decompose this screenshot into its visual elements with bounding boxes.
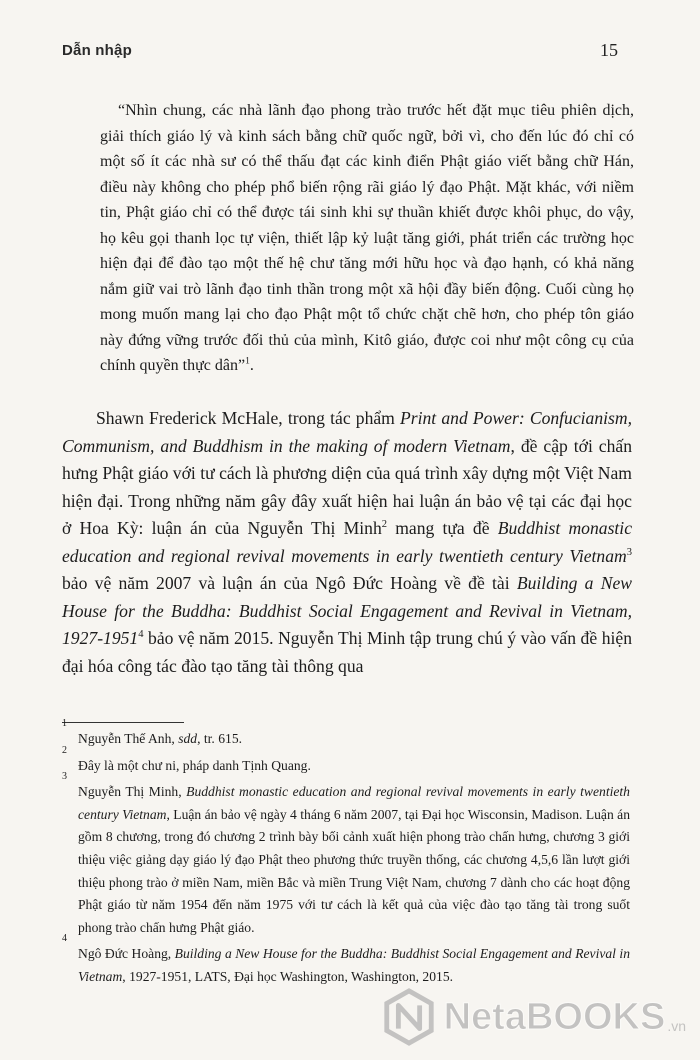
page-number: 15 (600, 40, 618, 60)
section-title: Dẫn nhập (62, 42, 132, 59)
footnote-text: , 1927-1951, LATS, Đại học Washington, Washington, 2015. (122, 968, 454, 984)
paragraph-text: mang tựa đề (387, 518, 498, 538)
running-header (62, 40, 618, 64)
footnote-3: 3 Nguyễn Thị Minh, Buddhist monastic education and regional revival movements in early twentieth century Vietnam, Luận án bảo vệ ngày 4 tháng 6 năm 2007, tại Đại học Wisconsin, Madison. Luận án gồm 8 chương, trong đó chương 2 trình bày bối cảnh xuất hiện phong trào chấn hưng, chương 3 giới thiệu việc giảng dạy giáo lý đạo Phật theo phương thức truyền thống, các chương 4,5,6 lần lượt giới thiệu phong trào ở miền Nam, miền Bắc và miền Trung Việt Nam, chương 7 dành cho các hoạt động Phật giáo từ năm 1954 đến năm 1975 với tư cách là kết quả của việc đào tạo tăng tài trong suốt phong trào chấn hưng Phật giáo. (62, 771, 630, 935)
quote-text: “Nhìn chung, các nhà lãnh đạo phong trào trước hết đặt mục tiêu phiên dịch, giải thích giáo lý và kinh sách bằng chữ quốc ngữ, bởi vì, cho đến lúc đó chỉ có một số ít các nhà sư có thể thấu đạt các kinh điển Phật giáo viết bằng chữ Hán, điều này không cho phép phổ biến rộng rãi giáo lý đạo Phật. Mặt khác, với niềm tin, Phật giáo chỉ có thể được tái sinh khi sự thuần khiết được khôi phục, do vậy, họ kêu gọi thanh lọc tự viện, thiết lập kỷ luật tăng giới, phát triển các trường học hiện đại để đào tạo một thế hệ chư tăng mới hữu học và đạo hạnh, có khả năng nắm giữ vai trò lãnh đạo tinh thần trong một xã hội đầy biến động. Cuối cùng họ mong muốn mang lại cho đạo Phật một tổ chức chặt chẽ hơn, cho phép tôn giáo này đứng vững trước đối thủ của mình, Kitô giáo, được coi như một công cụ của chính quyền thực dân” (100, 102, 634, 374)
block-quote: “Nhìn chung, các nhà lãnh đạo phong trào trước hết đặt mục tiêu phiên dịch, giải thích giáo lý và kinh sách bằng chữ quốc ngữ, bởi vì, cho đến lúc đó chỉ có một số ít các nhà sư có thể thấu đạt các kinh điển Phật giáo viết bằng chữ Hán, điều này không cho phép phổ biến rộng rãi giáo lý đạo Phật. Mặt khác, với niềm tin, Phật giáo chỉ có thể được tái sinh khi sự thuần khiết được khôi phục, do vậy, họ kêu gọi thanh lọc tự viện, thiết lập kỷ luật tăng giới, phát triển các trường học hiện đại để đào tạo một thế hệ chư tăng mới hữu học và đạo hạnh, có khả năng nắm giữ vai trò lãnh đạo tinh thần trong một xã hội đầy biến động. Cuối cùng họ mong muốn mang lại cho đạo Phật một tổ chức chặt chẽ hơn, cho phép tôn giáo này đứng vững trước đối thủ của mình, Kitô giáo, được coi như một công cụ của chính quyền thực dân”$^1$. (100, 102, 634, 374)
footnote-italic: Buddhist monastic education and regional revival movements in early twentieth century Vietnam (78, 784, 630, 822)
netabooks-logo-icon (380, 988, 438, 1046)
footnote-2: 2 Đây là một chư ni, pháp danh Tịnh Quang. (62, 744, 311, 773)
footnote-1: 1 Nguyễn Thế Anh, sdd, tr. 615. (62, 718, 243, 746)
watermark-suffix: .vn (667, 1018, 686, 1034)
book-title: Print and Power: Confucianism, Communism, and Buddhism in the making of modern Vietnam (62, 408, 632, 456)
netabooks-watermark (380, 988, 686, 1046)
watermark-brand: NetaBOOKS (443, 995, 666, 1038)
paragraph-text: , đề cập tới chấn hưng Phật giáo với tư cách là phương diện của quá trình xây dựng một Việt Nam hiện đại. Trong những năm gây đây xuất hiện hai luận án bảo vệ tại các đại học ở Hoa Kỳ: luận án của Nguyễn Thị Minh (62, 435, 632, 538)
paragraph-text: bảo vệ năm 2015. Nguyễn Thị Minh tập trung chú ý vào vấn đề hiện đại hóa công tác đào tạo tăng tài thông qua (62, 628, 632, 676)
footnote-ref-3[interactable]: 3 (626, 546, 632, 558)
thesis-title: Buddhist monastic education and regional revival movements in early twentieth century Vietnam (62, 518, 633, 566)
body-paragraph (62, 405, 632, 680)
footnote-text: , tr. 615. (197, 731, 243, 746)
paragraph-text: Shawn Frederick McHale, trong tác phẩm (96, 408, 401, 428)
footnote-text: Nguyễn Thị Minh, (78, 784, 187, 800)
footnotes (62, 718, 630, 993)
footnote-ref-4[interactable]: 4 (138, 629, 144, 641)
footnote-text: Đây là một chư ni, pháp danh Tịnh Quang. (78, 757, 311, 773)
footnote-italic: sdd (178, 731, 198, 746)
footnote-ref-2[interactable]: 2 (381, 519, 388, 531)
footnote-text: Nguyễn Thế Anh, (78, 731, 179, 746)
footnote-text: , Luận án bảo vệ ngày 4 tháng 6 năm 2007, tại Đại học Wisconsin, Madison. Luận án gồm 8 chương, trong đó chương 2 trình bày bối cảnh xuất hiện phong trào chấn hưng, chương 3 giới thiệu việc giảng dạy giáo lý đạo Phật theo phương thức truyền thống, các chương 4,5,6 lần lượt giới thiệu phong trào ở miền Nam, miền Bắc và miền Trung Việt Nam, chương 7 dành cho các hoạt động Phật giáo từ năm 1954 đến năm 1975 với tư cách là kết quả của việc đào tạo tăng tài trong suốt phong trào chấn hưng Phật giáo. (78, 806, 630, 935)
footnote-divider (62, 722, 184, 723)
footnote-italic: Building a New House for the Buddha: Buddhist Social Engagement and Revival in Vietnam (78, 946, 630, 984)
footnote-4: 4 Ngô Đức Hoàng, Building a New House for the Buddha: Buddhist Social Engagement and Revival in Vietnam, 1927-1951, LATS, Đại học Washington, Washington, 2015. (62, 933, 630, 984)
footnote-text: Ngô Đức Hoàng, (78, 946, 175, 962)
paragraph-text: bảo vệ năm 2007 và luận án của Ngô Đức Hoàng về đề tài (62, 573, 517, 593)
thesis-title: Building a New House for the Buddha: Buddhist Social Engagement and Revival in Vietnam, 1927-1951 (62, 573, 632, 648)
footnote-ref-1[interactable]: 1 (245, 355, 250, 367)
